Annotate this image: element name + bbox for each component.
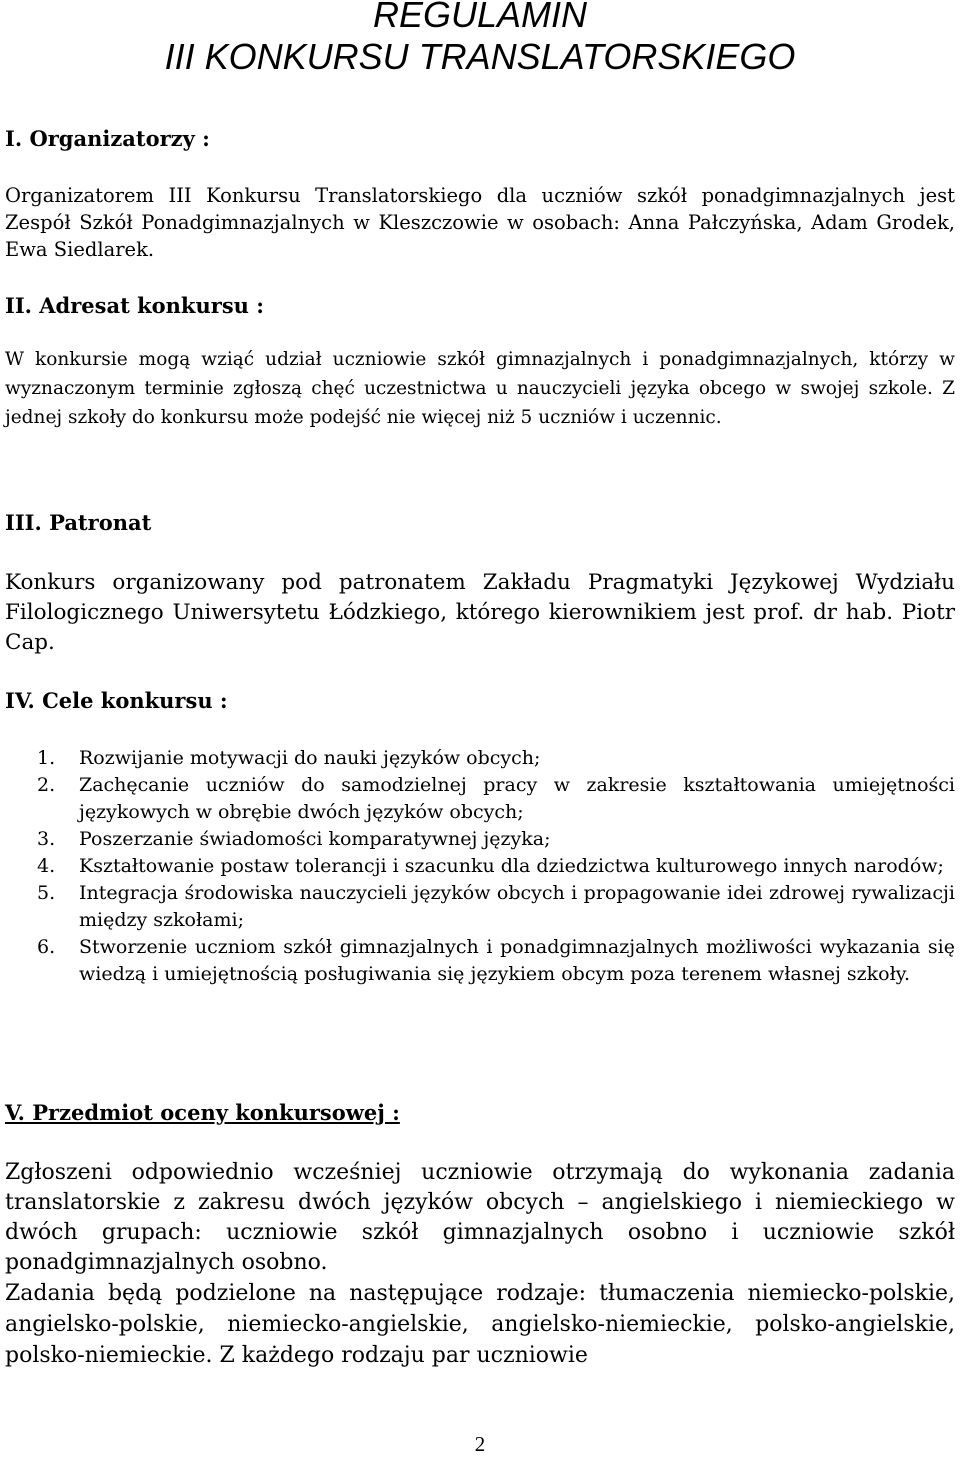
list-item-number: 5. [37, 882, 56, 904]
list-item-text: Integracja środowiska nauczycieli języków obcych i propagowanie idei zdrowej rywalizacji między szkołami; [79, 882, 955, 931]
section-heading-goals: IV. Cele konkursu : [5, 688, 228, 713]
list-item-number: 6. [37, 936, 56, 958]
list-item-text: Kształtowanie postaw tolerancji i szacunku dla dziedzictwa kulturowego innych narodów; [79, 855, 944, 877]
list-item-number: 4. [37, 855, 56, 877]
section-text-subject-2: Zadania będą podzielone na następujące rodzaje: tłumaczenia niemiecko-polskie, angielsko-polskie, niemiecko-angielskie, angielsko-niemieckie, polsko-angielskie, polsko-niemieckie. Z każdego rodzaju par uczniowie [5, 1281, 955, 1368]
list-item [5, 934, 955, 988]
list-item-number: 3. [37, 828, 56, 850]
section-heading-subject: V. Przedmiot oceny konkursowej : [5, 1100, 400, 1125]
list-item [5, 853, 955, 880]
section-text-organizers: Organizatorem III Konkursu Translatorskiego dla uczniów szkół ponadgimnazjalnych jest Zespół Szkół Ponadgimnazjalnych w Kleszczowie w osobach: Anna Pałczyńska, Adam Grodek, Ewa Siedlarek. [5, 184, 955, 261]
document-title-line-2: III KONKURSU TRANSLATORSKIEGO [164, 36, 796, 77]
section-heading-addressee: II. Adresat konkursu : [5, 293, 264, 318]
list-item [5, 772, 955, 826]
list-item-text: Rozwijanie motywacji do nauki języków obcych; [79, 747, 541, 769]
list-item-number: 2. [37, 774, 56, 796]
list-item [5, 826, 955, 853]
list-item-text: Poszerzanie świadomości komparatywnej języka; [79, 828, 551, 850]
list-item [5, 745, 955, 772]
section-heading-patronage: III. Patronat [5, 510, 152, 535]
list-item-text: Zachęcanie uczniów do samodzielnej pracy w zakresie kształtowania umiejętności językowych w obrębie dwóch języków obcych; [79, 774, 955, 823]
section-text-addressee: W konkursie mogą wziąć udział uczniowie szkół gimnazjalnych i ponadgimnazjalnych, którzy w wyznaczonym terminie zgłoszą chęć uczestnictwa u nauczycieli języka obcego w swojej szkole. Z jednej szkoły do konkursu może podejść nie więcej niż 5 uczniów i uczennic. [5, 349, 955, 428]
list-item [5, 880, 955, 934]
list-item-text: Stworzenie uczniom szkół gimnazjalnych i ponadgimnazjalnych możliwości wykazania się wiedzą i umiejętnością posługiwania się językiem obcym poza terenem własnej szkoły. [79, 936, 955, 985]
section-text-subject-1: Zgłoszeni odpowiednio wcześniej uczniowie otrzymają do wykonania zadania translatorskie z zakresu dwóch języków obcych – angielskiego i niemieckiego w dwóch grupach: uczniowie szkół gimnazjalnych osobno i uczniowie szkół ponadgimnazjalnych osobno. [5, 1160, 955, 1275]
document-title-line-1: REGULAMIN [372, 0, 588, 35]
list-item-number: 1. [37, 747, 56, 769]
goals-list [5, 745, 955, 988]
page-number: 2 [474, 1432, 486, 1456]
section-text-patronage: Konkurs organizowany pod patronatem Zakładu Pragmatyki Językowej Wydziału Filologicznego Uniwersytetu Łódzkiego, którego kierownikiem jest prof. dr hab. Piotr Cap. [5, 570, 955, 655]
section-heading-organizers: I. Organizatorzy : [5, 126, 210, 151]
